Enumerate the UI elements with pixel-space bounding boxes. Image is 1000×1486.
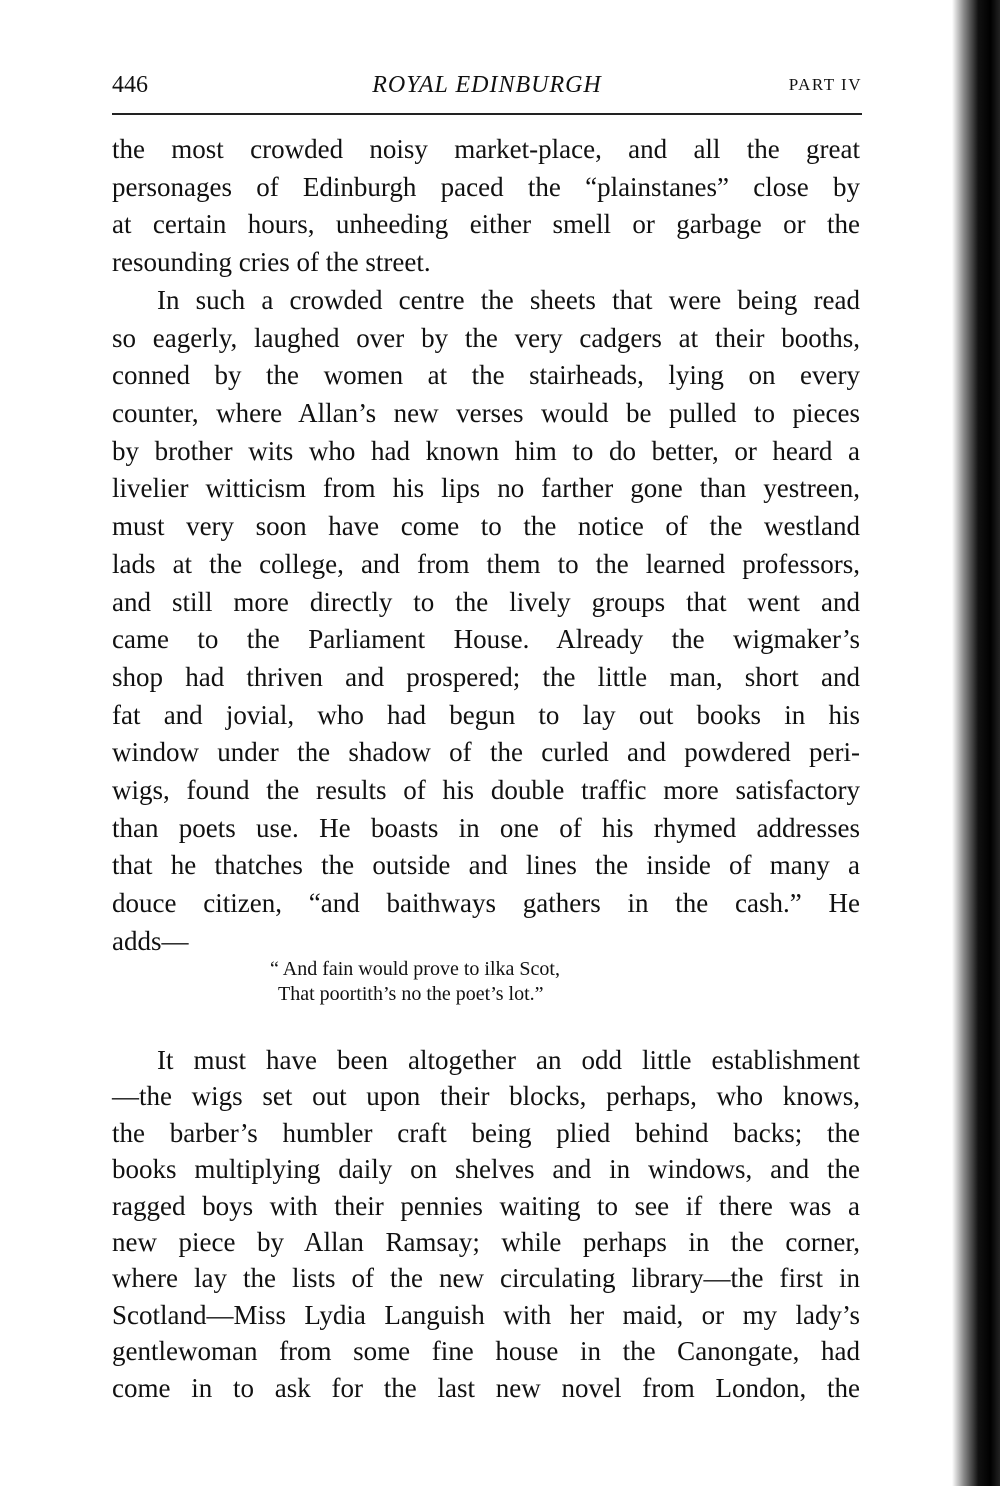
text-line: come in to ask for the last new novel from London, the [112,1372,860,1403]
text-line: and still more directly to the lively groups that went and [112,586,860,617]
paragraph-1 [112,131,860,282]
text-line: window under the shadow of the curled and powdered peri- [112,737,860,768]
text-line: douce citizen, “and baithways gathers in the cash.” He [112,888,860,918]
paragraph-3 [112,1042,860,1406]
text-line: the barber’s humbler craft being plied behind backs; the [112,1117,860,1148]
text-line: fat and jovial, who had begun to lay out books in his [112,699,860,730]
verse-line: That poortith’s no the poet’s lot.” [278,983,544,1005]
scan-binding-shadow [952,0,1000,1486]
text-line: In such a crowded centre the sheets that were being read [157,285,860,315]
paragraph-2 [112,282,860,960]
text-line: by brother wits who had known him to do better, or heard a [112,435,860,466]
text-line: where lay the lists of the new circulating library—the first in [112,1263,860,1294]
verse-line: “ And fain would prove to ilka Scot, [270,958,560,980]
text-line: personages of Edinburgh paced the “plainstanes” close by [112,171,860,202]
text-line: new piece by Allan Ramsay; while perhaps in the corner, [112,1226,860,1257]
text-line: that he thatches the outside and lines the inside of many a [112,850,860,881]
running-header [112,72,862,108]
text-line: Scotland—Miss Lydia Languish with her maid, or my lady’s [112,1299,860,1330]
text-line: lads at the college, and from them to the learned professors, [112,548,860,579]
text-line: so eagerly, laughed over by the very cadgers at their booths, [112,322,860,353]
text-line: gentlewoman from some fine house in the Canongate, had [112,1336,860,1367]
verse-quote [270,957,560,1007]
text-line: counter, where Allan’s new verses would be pulled to pieces [112,398,860,429]
page-number: 446 [112,72,148,98]
text-line: ragged boys with their pennies waiting to see if there was a [112,1190,860,1221]
text-line: shop had thriven and prospered; the little man, short and [112,661,860,692]
part-label: PART IV [788,75,862,94]
text-line: than poets use. He boasts in one of his rhymed addresses [112,812,860,843]
text-line: must very soon have come to the notice of the westland [112,511,860,542]
text-line: came to the Parliament House. Already the wigmaker’s [112,624,860,655]
text-line: books multiplying daily on shelves and in windows, and the [112,1154,860,1185]
text-line: the most crowded noisy market-place, and all the great [112,134,860,164]
text-line: at certain hours, unheeding either smell or garbage or the [112,209,860,240]
text-line: wigs, found the results of his double traffic more satisfactory [112,774,860,805]
text-line: resounding cries of the street. [112,247,431,278]
text-line: conned by the women at the stairheads, lying on every [112,360,860,391]
running-title: ROYAL EDINBURGH [372,72,602,98]
text-line: It must have been altogether an odd little establishment [157,1045,860,1075]
text-line: adds— [112,925,189,956]
text-line: livelier witticism from his lips no farther gone than yestreen, [112,473,860,504]
header-rule [112,113,862,115]
text-line: —the wigs set out upon their blocks, perhaps, who knows, [112,1081,860,1112]
